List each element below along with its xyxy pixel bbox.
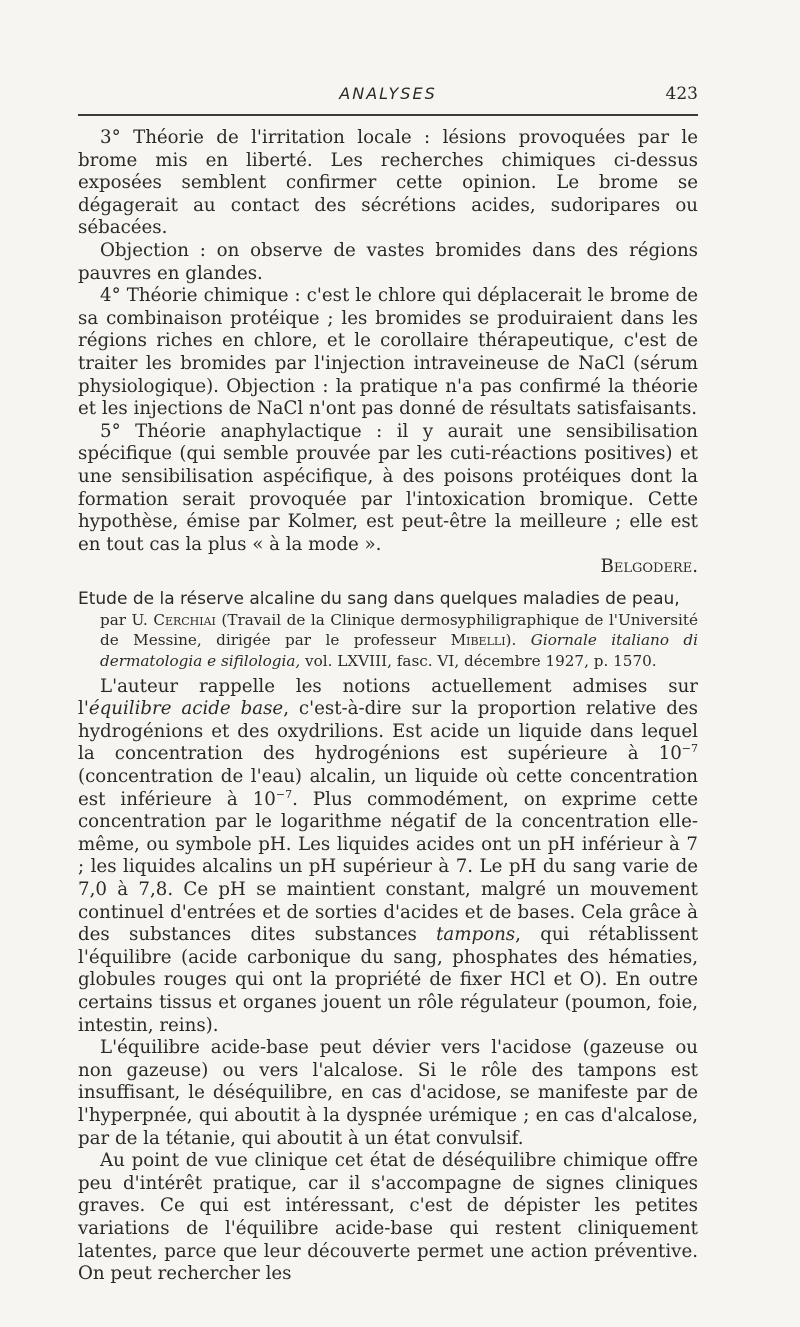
header-rule (78, 114, 698, 116)
review-paragraph-2: L'équilibre acide-base peut dévier vers l'acidose (gazeuse ou non gazeuse) ou vers l'alcalose. Si le rôle des tampons est insuffisant, le déséquilibre, en cas d'acidose, se manifeste par de l'hyperpnée, qui aboutit à la dyspnée urémique ; en cas d'alcalose, par de la tétanie, qui aboutit à un état convulsif. (78, 1037, 698, 1149)
review-title: Etude de la réserve alcaline du sang dans quelques maladies de peau, (78, 588, 680, 609)
citation-author: Cerchiai (153, 610, 216, 629)
review-p1-part-a: L'auteur rappelle les notions actuellement admises sur l' (78, 675, 698, 720)
page-header (78, 84, 698, 110)
page-body (78, 127, 698, 1286)
citation-professor: Mibelli (450, 631, 506, 650)
review-p1-italic-equilibre: équilibre acide base (88, 698, 284, 720)
review-paragraph-1 (78, 676, 698, 1038)
citation-par: par U. (100, 610, 154, 629)
paragraph-objection-1: Objection : on observe de vastes bromides dans des régions pauvres en glandes. (78, 239, 698, 284)
review-p1-part-c: (concentration de l'eau) alcalin, un liquide où cette concentration est inférieure à 10 (78, 766, 698, 810)
review-p1-part-e: , qui rétablissent l'équilibre (acide carbonique du sang, phosphates des hématies, globules rouges qui ont la propriété de fixer HCl et O). En outre certains tissus et organes jouent un rôle régulateur (poumon, foie, intestin, reins). (78, 924, 699, 1036)
review-p1-exponent-2: −7 (275, 787, 293, 801)
review-p1-exponent-1: −7 (681, 742, 698, 756)
review-paragraph-3: Au point de vue clinique cet état de déséquilibre chimique offre peu d'intérêt pratique, car il s'accompagne de signes cliniques graves. Ce qui est intéressant, c'est de dépister les petites variations de l'équilibre acide-base qui restent cliniquement latentes, parce que leur découverte permet une action préventive. On peut rechercher les (78, 1150, 698, 1285)
citation-journal: Giornale italiano di dermatologia e sifilologia, (100, 631, 698, 671)
review-citation (78, 610, 698, 672)
running-title: ANALYSES (339, 84, 437, 103)
citation-volume: vol. LXVIII, fasc. VI, décembre 1927, p. 1570. (300, 652, 657, 671)
paragraph-theory-5: 5° Théorie anaphylactique : il y aurait une sensibilisation spécifique (qui semble prouvée par les cuti-réactions positives) et une sensibilisation aspécifique, à des poisons protéiques dont la formation serait provoquée par l'intoxication bromique. Cette hypothèse, émise par Kolmer, est peut-être la meilleure ; elle est en tout cas la plus « à la mode ». (78, 420, 698, 555)
paragraph-theory-4: 4° Théorie chimique : c'est le chlore qui déplacerait le brome de sa combinaison protéique ; les bromides se produiraient dans les régions riches en chlore, et le corollaire thérapeutique, c'est de traiter les bromides par l'injection intraveineuse de NaCl (sérum physiologique). Objection : la pratique n'a pas confirmé la théorie et les injections de NaCl n'ont pas donné de résultats satisfaisants. (78, 285, 698, 420)
paragraph-theory-3: 3° Théorie de l'irritation locale : lésions provoquées par le brome mis en liberté. Les recherches chimiques ci-dessus exposées semblent confirmer cette opinion. Le brome se dégagerait au contact des sécrétions acides, sudoripares ou sébacées. (78, 127, 698, 239)
citation-separator: ). (505, 631, 531, 650)
review-p1-part-b: , c'est-à-dire sur la proportion relative des hydrogénions et des oxydrilions. Est acide un liquide dans lequel la concentration des hydrogénions est supérieure à 10 (78, 698, 698, 765)
review-p1-italic-tampons: tampons (436, 924, 516, 946)
review-p1-part-d: . Plus commodément, on exprime cette concentration par le logarithme négatif de la concentration elle-même, ou symbole pH. Les liquides acides ont un pH inférieur à 7 ; les liquides alcalins un pH supérieur à 7. Le pH du sang varie de 7,0 à 7,8. Ce pH se maintient constant, malgré un mouvement continuel d'entrées et de sorties d'acides et de bases. Cela grâce à des substances dites substances (78, 788, 698, 946)
page-number: 423 (665, 84, 698, 104)
citation-institution: (Travail de la Clinique dermosyphiligraphique de l'Université de Messine, dirigée par le professeur (100, 610, 698, 650)
signature: Belgodere. (600, 556, 698, 578)
review-body (78, 676, 698, 1286)
